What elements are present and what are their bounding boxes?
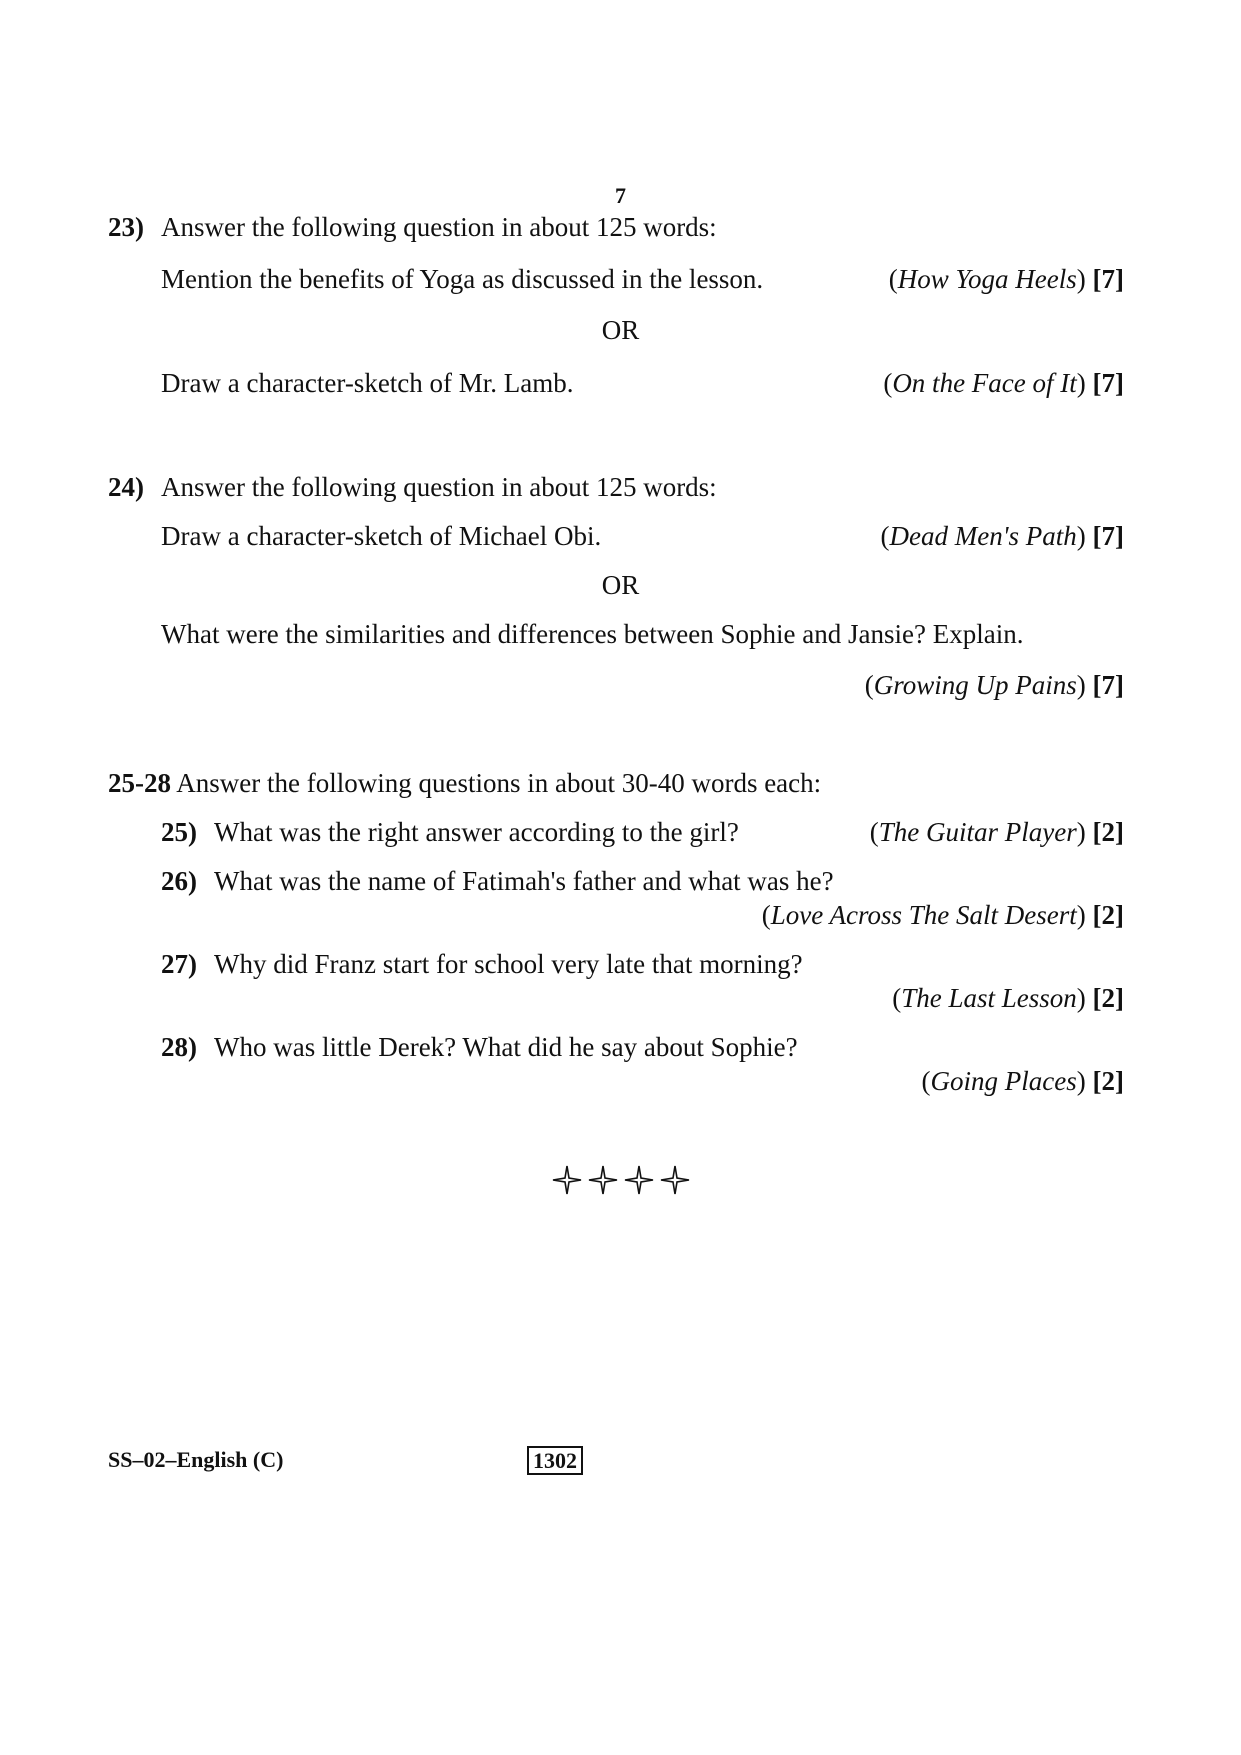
option-source-marks: (Growing Up Pains) [7]	[864, 670, 1124, 700]
question-group-header	[108, 768, 821, 799]
question-instruction: Answer the following question in about 125 words:	[161, 472, 717, 502]
lesson-source: The Last Lesson	[901, 983, 1077, 1013]
sub-question-text: What was the right answer according to the girl?	[214, 817, 739, 847]
question-instruction: Answer the following question in about 125 words:	[161, 212, 717, 242]
page-number: 7	[615, 183, 626, 208]
marks: [7]	[1092, 264, 1124, 294]
sub-question-number: 27)	[161, 949, 197, 979]
option-text: Draw a character-sketch of Mr. Lamb.	[161, 368, 574, 398]
option-text: What were the similarities and differences between Sophie and Jansie? Explain.	[161, 619, 1024, 649]
lesson-source: How Yoga Heels	[897, 264, 1077, 294]
question-number: 24)	[108, 472, 144, 502]
sub-question-number: 26)	[161, 866, 197, 896]
marks: [7]	[1092, 521, 1124, 551]
lesson-source: Dead Men's Path	[889, 521, 1077, 551]
sub-question-text: Why did Franz start for school very late that morning?	[214, 949, 803, 979]
end-of-paper-divider	[0, 1165, 1241, 1195]
sub-question-text: Who was little Derek? What did he say about Sophie?	[214, 1032, 798, 1062]
lesson-source: Love Across The Salt Desert	[770, 900, 1077, 930]
sub-question-number: 25)	[161, 817, 197, 847]
marks: [7]	[1092, 368, 1124, 398]
option-source-marks: (On the Face of It) [7]	[883, 368, 1124, 398]
question-number: 23)	[108, 212, 144, 242]
option-text: Mention the benefits of Yoga as discussed in the lesson.	[161, 264, 764, 294]
marks: [7]	[1092, 670, 1124, 700]
lesson-source: Going Places	[930, 1066, 1077, 1096]
option-source-marks: (Going Places) [2]	[921, 1066, 1124, 1096]
or-divider: OR	[601, 570, 640, 600]
marks: [2]	[1092, 983, 1124, 1013]
option-source-marks: (The Last Lesson) [2]	[892, 983, 1124, 1013]
sub-question-text: What was the name of Fatimah's father and what was he?	[214, 866, 834, 896]
four-point-star-icon	[552, 1165, 582, 1195]
lesson-source: The Guitar Player	[878, 817, 1077, 847]
sub-question-number: 28)	[161, 1032, 197, 1062]
option-source-marks: (Love Across The Salt Desert) [2]	[761, 900, 1124, 930]
four-point-star-icon	[660, 1165, 690, 1195]
set-number: 1302	[527, 1446, 583, 1475]
four-point-star-icon	[588, 1165, 618, 1195]
set-number-box	[527, 1444, 583, 1475]
option-source-marks: (Dead Men's Path) [7]	[880, 521, 1124, 551]
marks: [2]	[1092, 817, 1124, 847]
marks: [2]	[1092, 1066, 1124, 1096]
option-source-marks: (The Guitar Player) [2]	[869, 817, 1124, 847]
lesson-source: Growing Up Pains	[873, 670, 1077, 700]
option-text: Draw a character-sketch of Michael Obi.	[161, 521, 602, 551]
or-divider: OR	[601, 315, 640, 345]
question-instruction: Answer the following questions in about 30-40 words each:	[176, 768, 822, 798]
option-source-marks: (How Yoga Heels) [7]	[888, 264, 1124, 294]
lesson-source: On the Face of It	[892, 368, 1077, 398]
paper-code: SS–02–English (C)	[108, 1447, 284, 1472]
four-point-star-icon	[624, 1165, 654, 1195]
marks: [2]	[1092, 900, 1124, 930]
question-number: 25-28	[108, 768, 171, 798]
